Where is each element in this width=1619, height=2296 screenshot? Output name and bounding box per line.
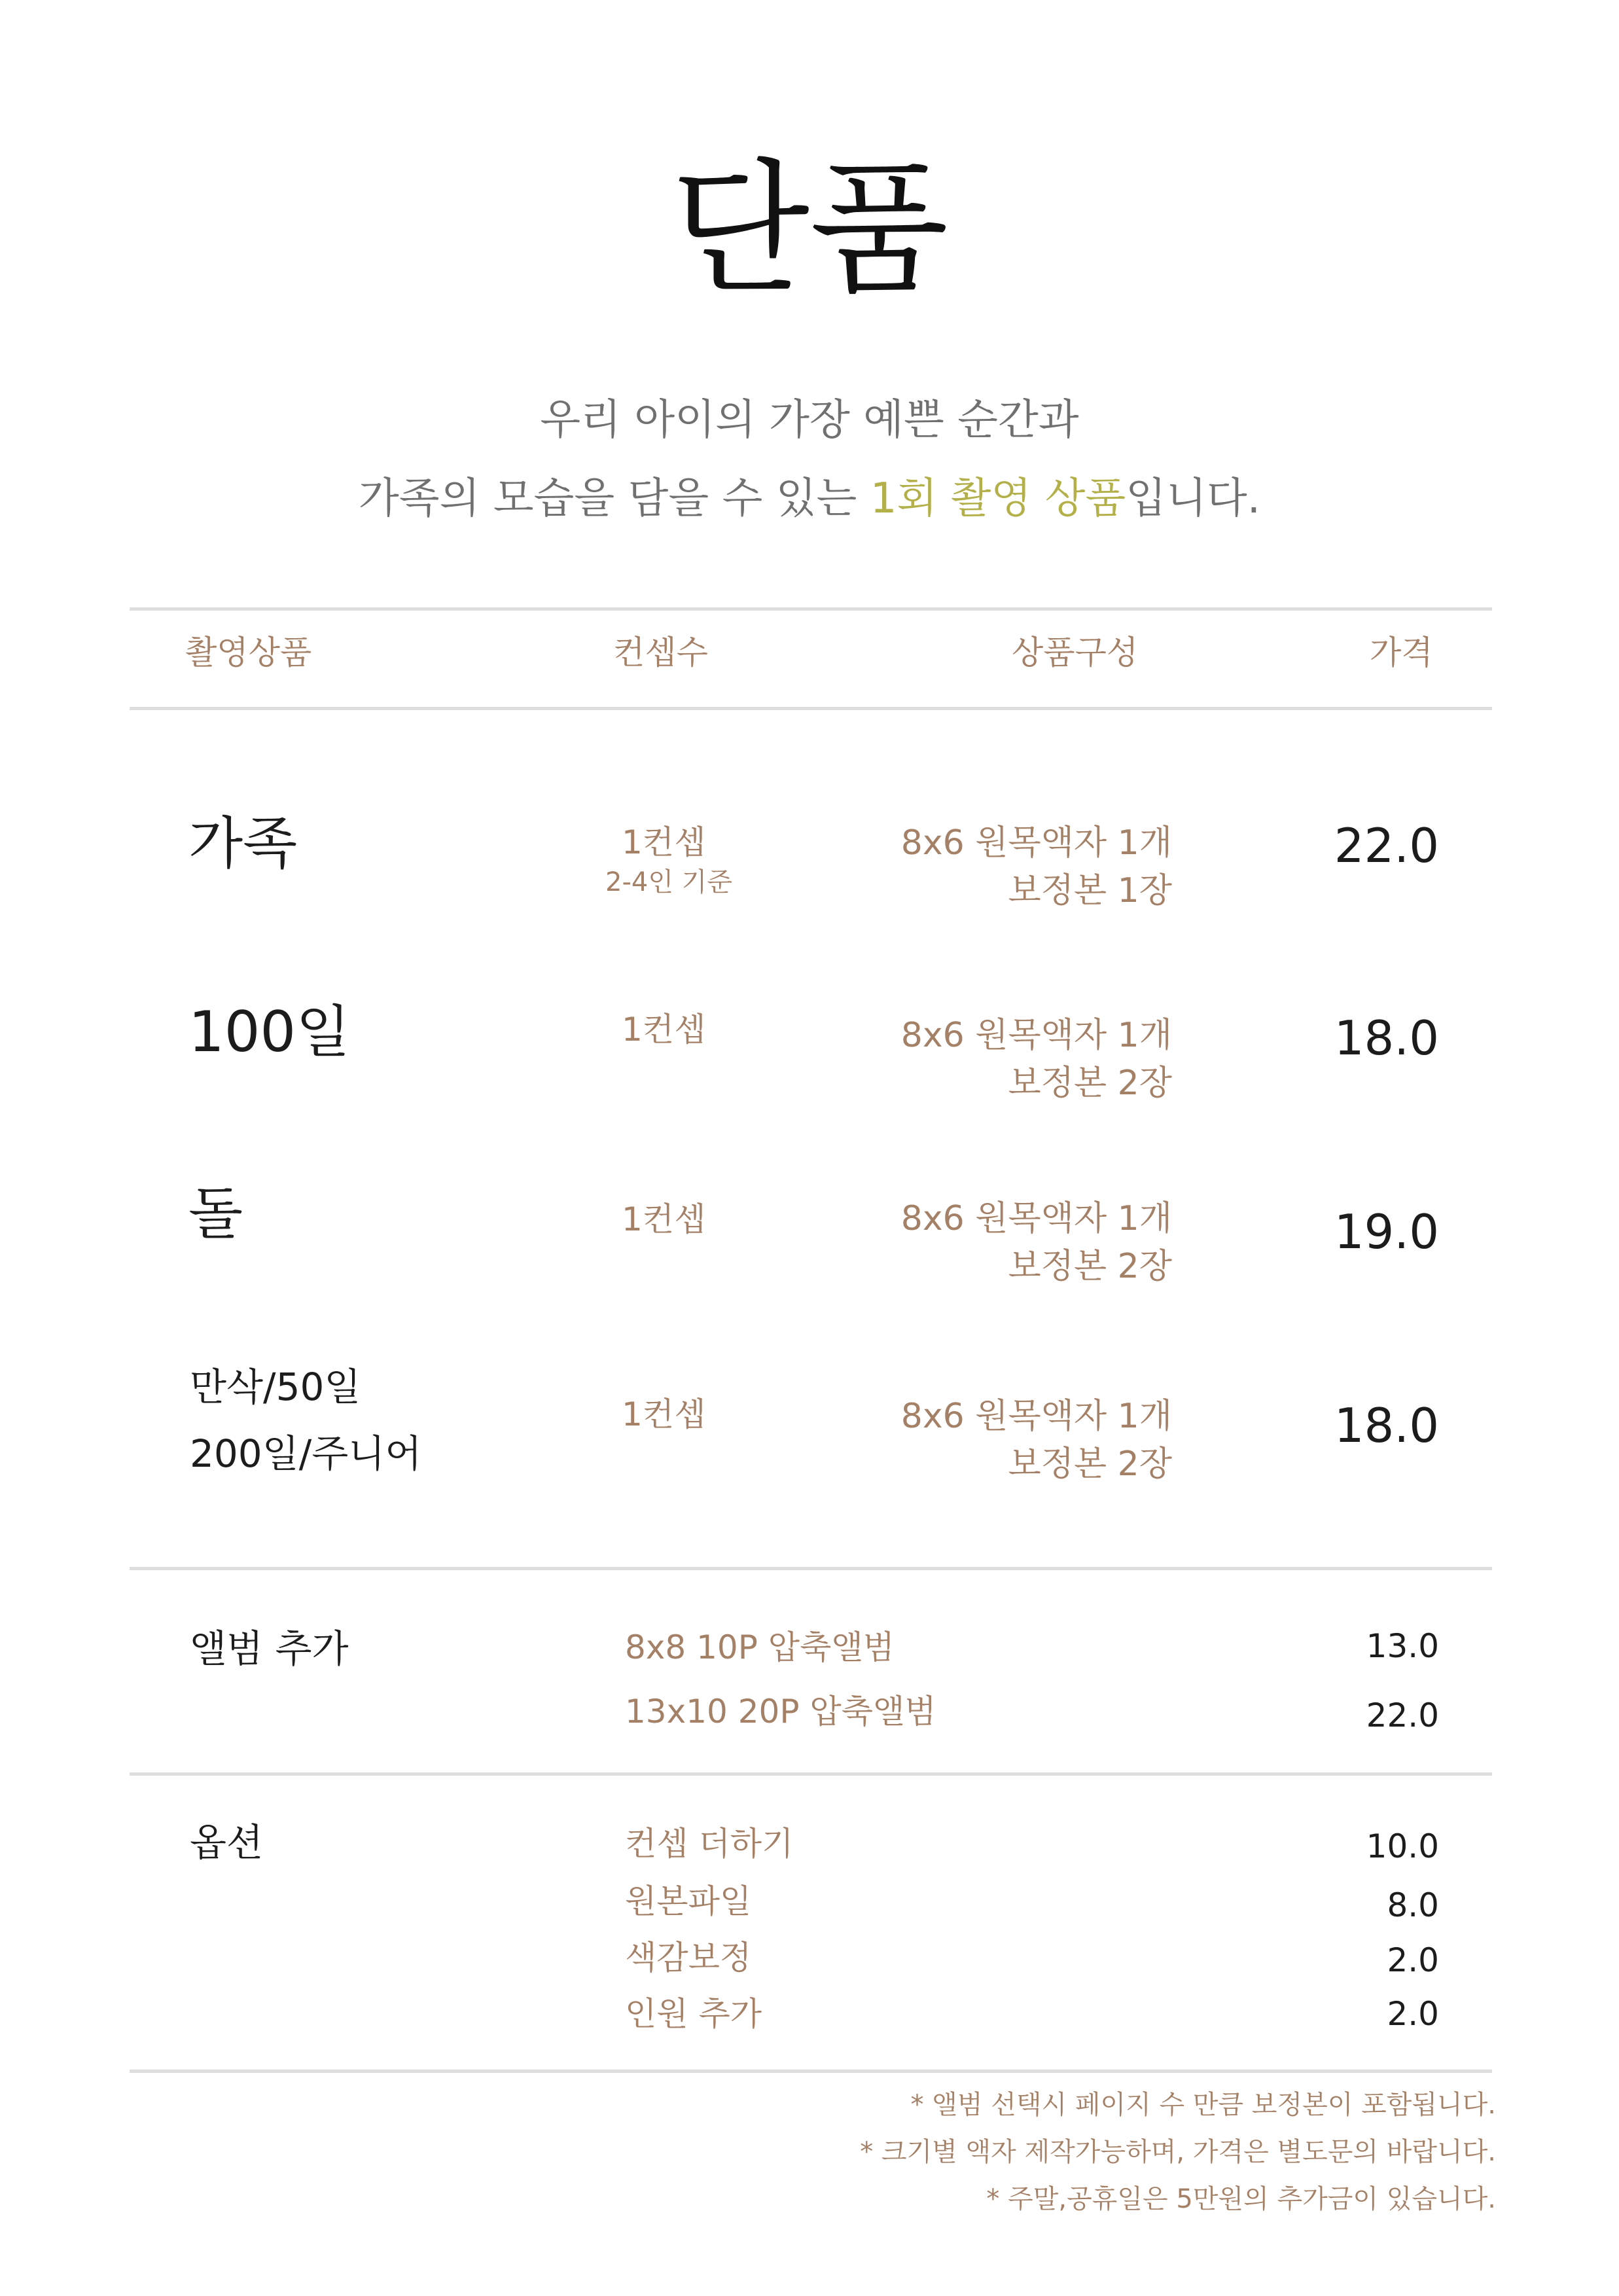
divider-header (130, 707, 1492, 710)
divider-bottom (130, 2070, 1492, 2073)
divider-album (130, 1567, 1492, 1570)
intro-line-2-text: 가족의 모습을 담을 수 있는 (358, 475, 870, 523)
album-item: 8x8 10P 압축앨범 (625, 1628, 895, 1666)
header-concept: 컨셉수 (613, 634, 708, 672)
intro-line-1: 우리 아이의 가장 예쁜 순간과 (540, 396, 1079, 444)
header-composition: 상품구성 (1012, 634, 1139, 672)
composition-prints: 보정본 2장 (1008, 1246, 1172, 1286)
intro-highlight: 1회 촬영 상품 (870, 475, 1126, 523)
footnote: * 주말,공휴일은 5만원의 추가금이 있습니다. (986, 2184, 1496, 2214)
product-price: 18.0 (1334, 1011, 1439, 1066)
product-price: 18.0 (1334, 1398, 1439, 1453)
header-product: 촬영상품 (185, 634, 312, 672)
composition (901, 819, 1172, 915)
product-name: 돌 (188, 1181, 243, 1247)
composition-prints: 보정본 1장 (1008, 870, 1172, 910)
option-item-price: 2.0 (1387, 1941, 1439, 1979)
composition (901, 1393, 1172, 1488)
concept-sub: 2-4인 기준 (605, 867, 732, 897)
option-item: 원본파일 (625, 1882, 752, 1920)
header-price: 가격 (1370, 634, 1433, 672)
product-price: 22.0 (1334, 818, 1439, 873)
product-name-line-1: 만삭/50일 (190, 1365, 361, 1409)
composition-prints: 보정본 2장 (1008, 1444, 1172, 1484)
album-item-price: 13.0 (1366, 1627, 1439, 1665)
product-name: 100일 (188, 999, 351, 1065)
concept-count: 1컨셉 (622, 1011, 706, 1049)
intro-line-2 (0, 475, 1619, 523)
option-item: 인원 추가 (625, 1995, 762, 2033)
option-item-price: 2.0 (1387, 1995, 1439, 2033)
divider-options (130, 1772, 1492, 1776)
composition-frame: 8x6 원목액자 1개 (900, 1397, 1172, 1436)
album-section-label: 앨범 추가 (190, 1626, 349, 1671)
divider-top (130, 607, 1492, 611)
product-price: 19.0 (1334, 1204, 1439, 1259)
intro-line-2-end: 입니다. (1126, 475, 1261, 523)
concept-count: 1컨셉 (622, 823, 706, 861)
options-section-label: 옵션 (190, 1820, 264, 1865)
composition-frame: 8x6 원목액자 1개 (900, 1199, 1172, 1238)
product-name-line-2: 200일/주니어 (190, 1431, 422, 1476)
option-item-price: 8.0 (1387, 1886, 1439, 1924)
concept-count: 1컨셉 (622, 1200, 706, 1238)
composition (901, 1012, 1172, 1107)
composition-frame: 8x6 원목액자 1개 (900, 1016, 1172, 1055)
composition-prints: 보정본 2장 (1008, 1063, 1172, 1103)
option-item: 컨셉 더하기 (625, 1825, 794, 1863)
composition (901, 1195, 1172, 1291)
album-item: 13x10 20P 압축앨범 (625, 1693, 936, 1731)
option-item: 색감보정 (625, 1939, 752, 1977)
concept-count: 1컨셉 (622, 1395, 706, 1433)
album-item-price: 22.0 (1366, 1696, 1439, 1734)
page-title: 단품 (670, 145, 949, 313)
option-item-price: 10.0 (1366, 1827, 1439, 1865)
footnote: * 앨범 선택시 페이지 수 만큼 보정본이 포함됩니다. (910, 2090, 1496, 2120)
composition-frame: 8x6 원목액자 1개 (900, 823, 1172, 863)
product-name: 가족 (188, 811, 298, 876)
footnote: * 크기별 액자 제작가능하며, 가격은 별도문의 바랍니다. (860, 2137, 1496, 2167)
